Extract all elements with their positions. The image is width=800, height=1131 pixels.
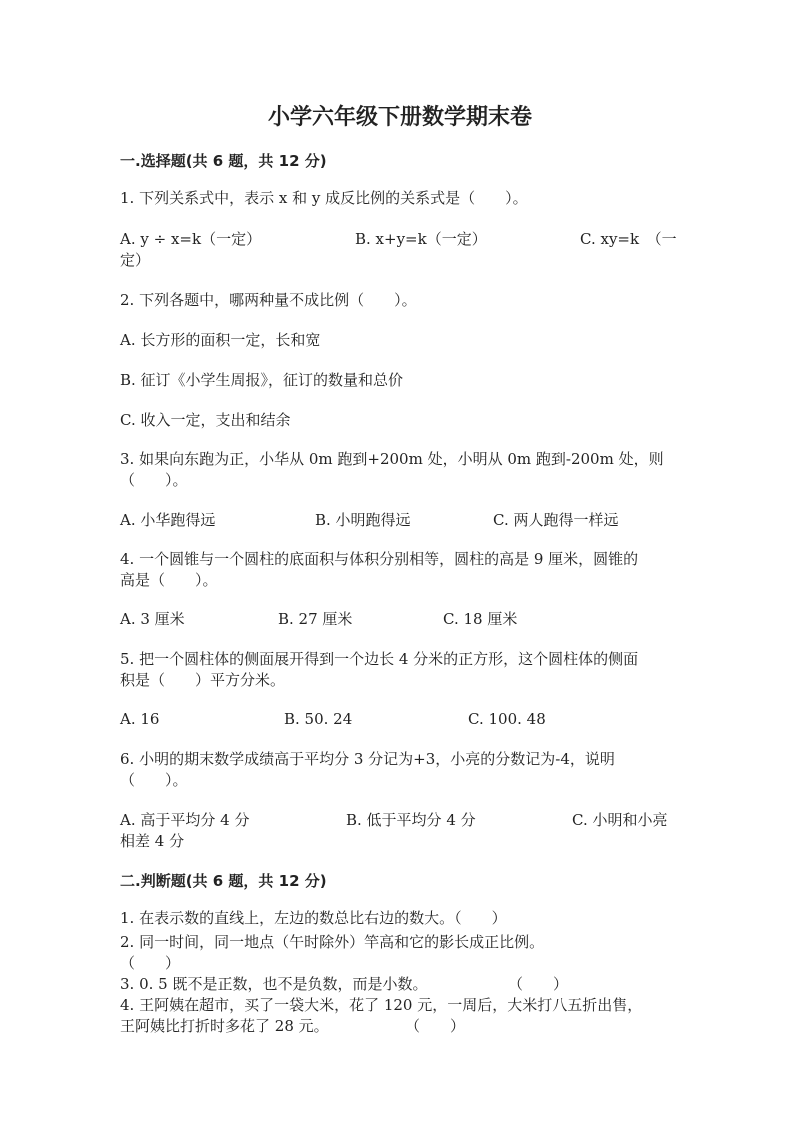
q5-option-a: A. 16 <box>120 710 160 728</box>
q2-option-a: A. 长方形的面积一定，长和宽 <box>120 331 321 349</box>
q5-option-b: B. 50. 24 <box>284 710 353 728</box>
judgment-4-blank: （ ） <box>405 1017 466 1035</box>
page-title: 小学六年级下册数学期末卷 <box>267 105 532 130</box>
q4-option-a: A. 3 厘米 <box>120 610 185 628</box>
question-5: 5. 把一个圆柱体的侧面展开得到一个边长 4 分米的正方形，这个圆柱体的侧面 <box>120 650 639 668</box>
judgment-2-blank: （ ） <box>120 954 181 972</box>
question-4: 4. 一个圆锥与一个圆柱的底面积与体积分别相等，圆柱的高是 9 厘米，圆锥的 <box>120 550 639 568</box>
q5-option-c: C. 100. 48 <box>468 710 546 728</box>
question-1: 1. 下列关系式中，表示 x 和 y 成反比例的关系式是（ ）。 <box>120 189 528 207</box>
q2-option-b: B. 征订《小学生周报》，征订的数量和总价 <box>120 371 404 389</box>
question-6: 6. 小明的期末数学成绩高于平均分 3 分记为+3，小亮的分数记为-4，说明 <box>120 750 615 768</box>
q4-option-b: B. 27 厘米 <box>278 610 353 628</box>
q3-option-b: B. 小明跑得远 <box>315 511 411 529</box>
q6-option-c-cont: 相差 4 分 <box>120 832 185 850</box>
question-3: 3. 如果向东跑为正，小华从 0m 跑到+200m 处，小明从 0m 跑到-200m 处，则 <box>120 450 664 468</box>
question-5-cont: 积是（ ）平方分米。 <box>120 671 286 689</box>
judgment-4: 4. 王阿姨在超市，买了一袋大米，花了 120 元，一周后，大米打八五折出售， <box>120 996 643 1014</box>
q6-option-c: C. 小明和小亮 <box>572 811 668 829</box>
q2-option-c: C. 收入一定，支出和结余 <box>120 411 291 429</box>
question-6-cont: （ ）。 <box>120 771 188 789</box>
q6-option-a: A. 高于平均分 4 分 <box>120 811 250 829</box>
section-1-heading: 一.选择题(共 6 题，共 12 分) <box>120 152 327 170</box>
judgment-2: 2. 同一时间，同一地点（午时除外）竿高和它的影长成正比例。 <box>120 933 545 951</box>
q1-option-c-cont: 定） <box>120 251 151 269</box>
judgment-4-cont: 王阿姨比打折时多花了 28 元。 <box>120 1017 329 1035</box>
question-2: 2. 下列各题中，哪两种量不成比例（ ）。 <box>120 291 417 309</box>
q1-option-b: B. x+y=k（一定） <box>355 230 487 248</box>
section-2-heading: 二.判断题(共 6 题，共 12 分) <box>120 872 327 890</box>
judgment-3-blank: （ ） <box>508 975 569 993</box>
question-4-cont: 高是（ ）。 <box>120 571 218 589</box>
q6-option-b: B. 低于平均分 4 分 <box>346 811 476 829</box>
q1-option-a: A. y ÷ x=k（一定） <box>120 230 262 248</box>
q4-option-c: C. 18 厘米 <box>443 610 518 628</box>
judgment-1: 1. 在表示数的直线上，左边的数总比右边的数大。（ ） <box>120 909 507 927</box>
question-3-cont: （ ）。 <box>120 471 188 489</box>
q3-option-a: A. 小华跑得远 <box>120 511 216 529</box>
q3-option-c: C. 两人跑得一样远 <box>493 511 619 529</box>
q1-option-c: C. xy=k （一 <box>580 230 677 248</box>
judgment-3: 3. 0. 5 既不是正数，也不是负数，而是小数。 <box>120 975 428 993</box>
